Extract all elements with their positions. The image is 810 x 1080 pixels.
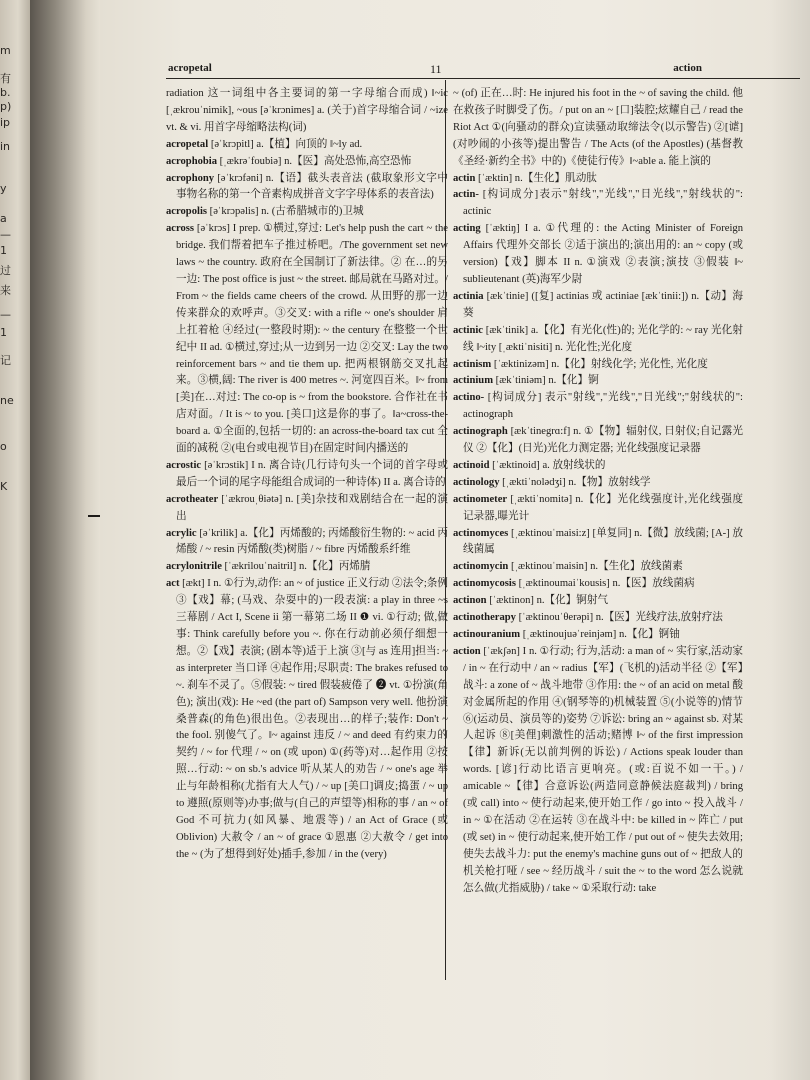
entry-definition: [əˈkrilik] a.【化】丙烯酸的; 丙烯酸衍生物的: ~ acid 丙烯酸 / ~ resin 丙烯酸(类)树脂 / ~ fibre 丙烯酸系纤维 (176, 527, 448, 556)
headword: action (453, 645, 481, 657)
dictionary-entry (453, 424, 743, 458)
headword: actinometer (453, 493, 508, 505)
facing-page-fragment: in (0, 140, 11, 153)
entry-definition: ~ (of) 正在…时: He injured his foot in the ~ of saving the child. 他在救孩子时脚受了伤。/ put on an ~ [口]装腔;炫耀自己 / read the Riot Act ①(向骚动的群众)宣读骚动取缔法令(以示警告) ②[谑](对吵闹的小孩等)提出警告 / The Acts (of the Apostles) (基督教《圣经·新约全书》中的)《使徒行传》‖~able a. 能上演的 (453, 88, 743, 167)
entry-continuation (453, 86, 743, 171)
guide-word-right: action (673, 62, 702, 74)
headword: actinia (453, 290, 484, 302)
entry-definition: [ˈæktinouˈθerəpi] n.【医】光线疗法,放射疗法 (515, 612, 723, 624)
headword: acrylonitrile (166, 561, 222, 573)
left-column (166, 86, 448, 864)
entry-definition: [ˌæktinouˈmaisi:z] [单复同] n.【微】放线菌; [A-] 放线菌属 (463, 527, 743, 556)
entry-definition: [ækˈtinie] ([复] actinias 或 actiniae [ækˈtinii:]) n.【动】海葵 (463, 290, 743, 319)
dictionary-entry (453, 627, 743, 644)
entry-definition: [ˈæktinon] n.【化】锕射气 (486, 595, 609, 607)
facing-page-fragment: 1 (0, 244, 7, 257)
dictionary-entry (453, 373, 743, 390)
entry-definition: [ækt] I n. ①行为,动作: an ~ of justice 正义行动 ②法令;条例 ③【戏】幕; (马戏、杂耍中的)一段表演: a play in three ~s 三幕剧 / Act I, Scene ii 第一幕第二场 II ❶ vi. ①行动; 做,做事: Think carefully before you ~. 你在行动前必须仔细想一想。②【戏】表演; (剧本等)适于上演 ③[与 as 连用]担当: ~ as interpreter 当口译 ④起作用;尽职责: The brakes refused to ~. 刹车不灵了。⑤假装: ~ tired 假装疲倦了 ❷ vt. ①扮演(角色); 演出(戏): He ~ed (the part of) Sampson very well. 他扮演桑普森(的角色)很出色。②表现出…的样子;装作: Don't ~ the fool. 别傻气了。‖~ against 违反 / ~ and deed 有约束力的契约 / ~ for 代理 / ~ on (或 upon) ①(药等)对…起作用 ②按照…行动: ~ on sb.'s advice 听从某人的劝告 / ~ one's age 举止与年龄相称(尤指有大人气) / ~ up [美口]调皮;捣蛋 / ~ up to 遵照(原则等)办事;做与(自己的声望等)相称的事 / an ~ of God 不可抗力(如风暴、地震等) / an Act of Grace (或 Oblivion) 大赦令 / an ~ of grace ①恩惠 ②大赦令 / get into the ~ (为了想得到好处)插手,参加 / in the (very) (176, 578, 448, 860)
entry-definition: [ˈæktin] n.【生化】肌动肽 (475, 172, 597, 184)
headword: actinism (453, 358, 492, 370)
headword: acrostic (166, 459, 202, 471)
facing-page-fragment: ip (0, 116, 11, 129)
entry-definition: [əˈkrɔs] I prep. ①横过,穿过: Let's help push the cart ~ the bridge. 我们帮着把车子推过桥吧。/The government set new laws ~ the country. 政府在全国制订了新法律。② 在…的另一边: The post office is just ~ the street. 邮局就在马路对过。/ From ~ the fields came cheers of the crowd. 从田野的那一边传来群众的欢呼声。③交叉: with a rifle ~ one's shoulder 肩上扛着枪 ④经过(一整段时期): ~ the century 在整整一个世纪中 II ad. ①横过,穿过;从一边到另一边 ②交叉: Lay the two reinforcement bars ~ and tie them up. 把两根钢筋交叉扎起来。③横,阔: The river is 400 metres ~. 河宽四百米。‖~ from [美]在…对过: The co-op is ~ from the bookstore. 合作社在书店对面。/ It is ~ to you. [美口]这是你的事了。‖a~cross-the-board a. ①全面的,包括一切的: an across-the-board tax cut 全面的减税 ②(电台或电视节目)在固定时间内播送的 (176, 223, 448, 455)
headword: actinoid (453, 459, 490, 471)
headword: actinomyces (453, 527, 509, 539)
dictionary-entry (166, 458, 448, 492)
facing-page-edge (0, 0, 30, 1080)
headword: actinic (453, 324, 484, 336)
dictionary-entry (453, 357, 743, 374)
entry-definition: [ækˈtiniəm] n.【化】锕 (493, 375, 599, 387)
dictionary-entry (453, 559, 743, 576)
dictionary-entry (166, 576, 448, 863)
headword: actinotherapy (453, 612, 516, 624)
dictionary-entry (166, 559, 448, 576)
dictionary-entry (453, 475, 743, 492)
right-column (453, 86, 743, 898)
dictionary-entry (166, 204, 448, 221)
dictionary-entry (166, 492, 448, 526)
entry-definition: [构词成分] 表示"射线","光线","日光线";"射线状的": actinograph (463, 392, 743, 421)
facing-page-fragment: ne (0, 394, 14, 407)
entry-definition: [ˌæktinouˈmaisin] n.【生化】放线菌素 (508, 561, 683, 573)
page-shadow (770, 0, 810, 1080)
entry-definition: [ˌæktiˈnolədʒi] n.【物】放射线学 (499, 476, 651, 488)
entry-definition: [əˈkrɔstik] I n. 离合诗(几行诗句头一个词的首字母或最后一个词的尾字母能组合成词的一种诗体) II a. 离合诗的 (176, 459, 448, 488)
facing-page-fragment: m (0, 44, 11, 57)
dictionary-entry (453, 187, 743, 221)
facing-page-fragment: o (0, 440, 7, 453)
dictionary-entry (166, 171, 448, 205)
dictionary-page (100, 0, 810, 1080)
headword: actinium (453, 375, 494, 387)
dictionary-entry (453, 526, 743, 560)
facing-page-fragment: 1 (0, 326, 7, 339)
guide-word-left: acropetal (168, 62, 212, 74)
headword: acrophony (166, 172, 215, 184)
dictionary-entry (453, 221, 743, 289)
entry-definition: radiation 这一词组中各主要词的第一字母缩合而成) ‖~ic [ˌækrouˈnimik], ~ous [əˈkrɔnimes] a. (关于)首字母缩合词 / ~ize vt. & vi. 用首字母缩略法构(词) (166, 88, 448, 133)
facing-page-fragment: 来 (0, 284, 11, 297)
facing-page-fragment: 记 (0, 354, 11, 367)
headword: actin (453, 172, 476, 184)
facing-page-fragment: y (0, 182, 7, 195)
dictionary-entry (453, 576, 743, 593)
headword: acting (453, 223, 481, 235)
book-gutter (30, 0, 100, 1080)
entry-definition: [əˈkrɔpitl] a.【植】向顶的 ‖~ly ad. (208, 138, 363, 150)
dictionary-entry (453, 610, 743, 627)
entry-definition: [ækˈtinegrɑ:f] n. ①【物】辐射仪, 日射仪;自记露光仪 ②【化】(日光)光化力测定器; 光化线强度记录器 (463, 426, 743, 455)
headword: actino- (453, 392, 485, 404)
facing-page-fragment: 过 (0, 264, 11, 277)
headword: act (166, 578, 180, 590)
entry-continuation (166, 86, 448, 137)
facing-page-fragment: K (0, 480, 8, 493)
dictionary-entry (453, 492, 743, 526)
headword: actinomycosis (453, 578, 516, 590)
dictionary-entry (453, 458, 743, 475)
headword: acrophobia (166, 155, 218, 167)
entry-definition: [ækˈtinik] a.【化】有光化(性)的; 光化学的: ~ ray 光化射线 ‖~ity [ˌæktiˈnisiti] n. 光化性;光化度 (463, 324, 743, 353)
facing-page-fragment: 有 (0, 72, 11, 85)
entry-definition: [ˌæktiˈnomitə] n.【化】光化线强度计,光化线强度记录器,曝光计 (463, 493, 743, 522)
dictionary-entry (453, 289, 743, 323)
entry-definition: [ˈæktinoid] a. 放射线状的 (489, 459, 606, 471)
headword: acrotheater (166, 493, 219, 505)
dictionary-entry (453, 390, 743, 424)
headword: acropetal (166, 138, 209, 150)
entry-definition: [əˈkrɔfəni] n.【语】截头表音法 (截取象形文字中事物名称的第一个音素构成拼音文字字母体系的表音法) (176, 172, 448, 201)
headword: actinon (453, 595, 487, 607)
dictionary-entry (166, 221, 448, 458)
entry-definition: [ˌækrəˈfoubiə] n.【医】高处恐怖,高空恐怖 (217, 155, 412, 167)
dictionary-entry (166, 154, 448, 171)
headword: actinograph (453, 426, 508, 438)
entry-definition: [ˈæktiŋ] I a. ①代理的: the Acting Minister of Foreign Affairs 代理外交部长 ②适于演出的;演出用的: an ~ copy (或 version)【戏】脚本 II n. ①演戏 ②表演;演技 ③假装 ‖~ sublieutenant (英)海军少尉 (463, 223, 743, 285)
entry-definition: [ˈækrouˌθiətə] n. [美]杂技和戏剧结合在一起的演出 (176, 493, 448, 522)
entry-definition: [ˌæktinoujuəˈreinjəm] n.【化】锕铀 (520, 629, 680, 640)
dictionary-entry (453, 593, 743, 610)
facing-page-fragment: a (0, 212, 7, 225)
facing-page-fragment: b. (0, 86, 11, 99)
facing-page-fragment: — (0, 308, 11, 321)
headword: actinouranium (453, 629, 521, 640)
entry-definition: [ˈæktinizəm] n.【化】射线化学; 光化性, 光化度 (491, 358, 708, 370)
dictionary-entry (453, 323, 743, 357)
dictionary-entry (166, 526, 448, 560)
dictionary-entry (453, 644, 743, 898)
headword: actin- (453, 189, 479, 201)
dictionary-entry (453, 171, 743, 188)
header-rule (166, 78, 800, 79)
headword: actinology (453, 476, 500, 488)
entry-definition: [əˈkrɔpəlis] n. (古希腊城市的)卫城 (207, 206, 364, 218)
entry-definition: [ˈækrilouˈnaitril] n.【化】丙烯腈 (221, 561, 371, 573)
entry-definition: [ˈækʃən] I n. ①行动; 行为,活动: a man of ~ 实行家,活动家 / in ~ 在行动中 / an ~ radius【军】(飞机的)活动半径 ②【军】战斗: a zone of ~ 战斗地带 ③作用: the ~ of an acid on metal 酸对金属所起的作用 ④(钢琴等的)机械装置 ⑤(小说等的)情节 ⑥(运动员、演员等的)姿势 ⑦诉讼: bring an ~ against sb. 对某人起诉 ⑧[美俚]刺激性的活动;赌博 ‖~ of the first impression【律】新诉(无以前判例的诉讼) / Actions speak louder than words. [谚]行动比语言更响亮。(或:百说不如一干。) / amicable ~【律】合意诉讼(两造同意静候法庭裁判) / bring (或 call) into ~ 使行动起来,使开始工作 / go into ~ 投入战斗 / in ~ ①在活动 ②在运转 ③在战斗中: be killed in ~ 阵亡 / put (或 set) in ~ 使行动起来,使开始工作 / put out of ~ 使失去效用; 使失去战斗力: put the enemy's machine guns out of ~ 把敌人的机关枪打哑 / see ~ 经历战斗 / suit the ~ to the word 怎么说就怎么做(尤指威胁) / take ~ ①采取行动: take (463, 645, 743, 894)
page-number: 11 (430, 62, 442, 76)
facing-page-fragment: — (0, 228, 11, 241)
entry-definition: [构词成分]表示"射线","光线","日光线","射线状的": actinic (463, 189, 743, 218)
headword: actinomycin (453, 561, 509, 573)
headword: acrylic (166, 527, 197, 539)
facing-page-fragment: p) (0, 100, 12, 113)
dictionary-entry (166, 137, 448, 154)
headword: acropolis (166, 206, 208, 218)
entry-definition: [ˌæktinoumaiˈkousis] n.【医】放线菌病 (515, 578, 695, 590)
headword: across (166, 223, 195, 235)
